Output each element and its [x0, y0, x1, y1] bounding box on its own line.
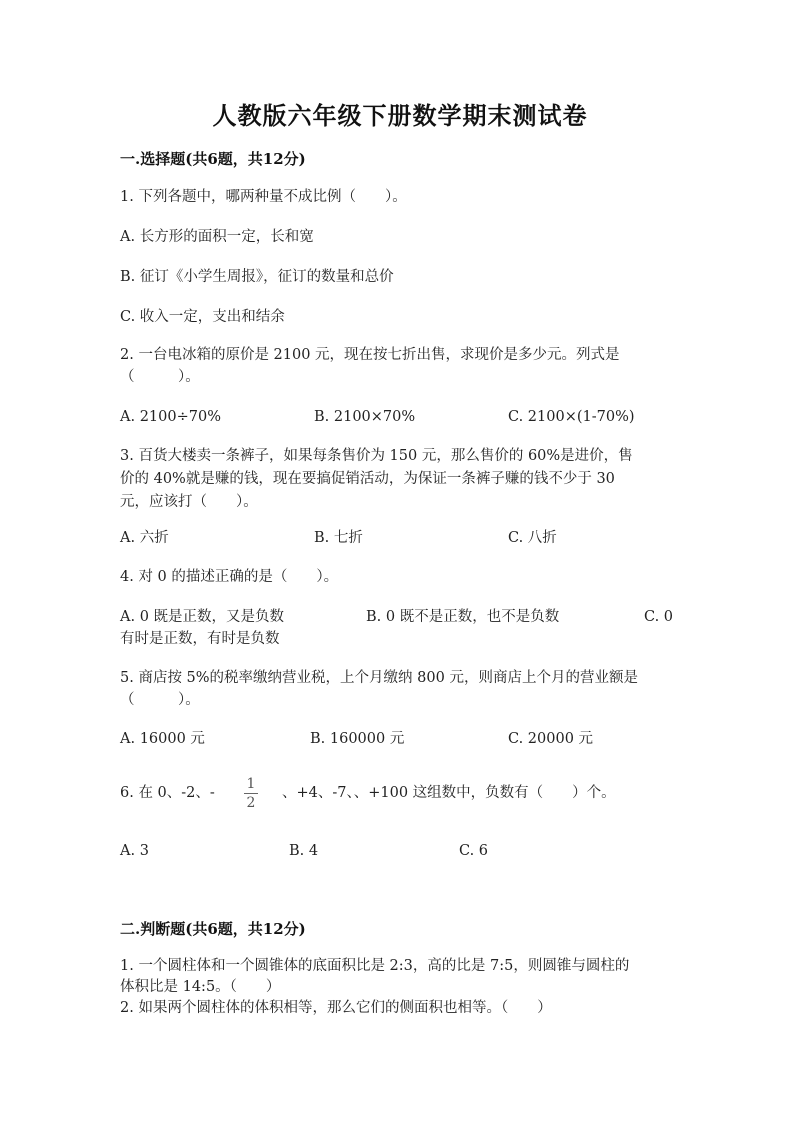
question-3-stem-line-2: 价的 40%就是赚的钱，现在要搞促销活动，为保证一条裤子赚的钱不少于 30: [120, 471, 615, 487]
fraction-one-half: [244, 776, 258, 811]
question-4-stem: 4. 对 0 的描述正确的是（ ）。: [120, 569, 339, 585]
question-2-stem-line-2: （ ）。: [120, 369, 200, 385]
judgement-1-line-2: 体积比是 14:5。（ ）: [120, 979, 281, 995]
judgement-2-line-1: 2. 如果两个圆柱体的体积相等，那么它们的侧面积也相等。（ ）: [120, 1000, 552, 1016]
question-6-option-a: A. 3: [120, 843, 149, 859]
question-6-stem-end: 、+4、-7、、+100 这组数中，负数有（ ）个。: [282, 785, 616, 801]
question-2-option-b: B. 2100×70%: [314, 409, 416, 425]
question-2-option-a: A. 2100÷70%: [120, 409, 221, 425]
fraction-bar: [244, 793, 258, 794]
question-4-option-c-continued: 有时是正数，有时是负数: [120, 631, 280, 647]
question-6-stem-start: 6. 在 0、-2、-: [120, 785, 215, 801]
question-1-option-c: C. 收入一定，支出和结余: [120, 309, 285, 325]
question-5-option-b: B. 160000 元: [310, 731, 405, 747]
fraction-numerator: 1: [246, 776, 256, 792]
question-4-option-a: A. 0 既是正数，又是负数: [120, 609, 285, 625]
question-1-option-b: B. 征订《小学生周报》，征订的数量和总价: [120, 269, 394, 285]
question-5-option-c: C. 20000 元: [508, 731, 594, 747]
question-1-stem: 1. 下列各题中，哪两种量不成比例（ ）。: [120, 189, 407, 205]
question-6-option-c: C. 6: [459, 843, 489, 859]
question-3-stem-line-1: 3. 百货大楼卖一条裤子，如果每条售价为 150 元，那么售价的 60%是进价，售: [120, 448, 633, 464]
question-6-option-b: B. 4: [289, 843, 319, 859]
question-4-option-c: C. 0: [644, 609, 674, 625]
question-5-stem-line-2: （ ）。: [120, 692, 200, 708]
section-heading-judgement: 二.判断题(共6题，共12分): [120, 920, 306, 938]
question-3-option-b: B. 七折: [314, 530, 363, 546]
question-3-option-c: C. 八折: [508, 530, 557, 546]
question-5-option-a: A. 16000 元: [120, 731, 205, 747]
section-heading-choice: 一.选择题(共6题，共12分): [120, 150, 306, 168]
question-3-option-a: A. 六折: [120, 530, 169, 546]
question-3-stem-line-3: 元，应该打（ ）。: [120, 494, 258, 510]
page-title: 人教版六年级下册数学期末测试卷: [212, 101, 588, 130]
question-1-option-a: A. 长方形的面积一定，长和宽: [120, 229, 314, 245]
judgement-1-line-1: 1. 一个圆柱体和一个圆锥体的底面积比是 2:3，高的比是 7:5，则圆锥与圆柱的: [120, 958, 630, 974]
fraction-denominator: 2: [246, 795, 256, 811]
question-2-option-c: C. 2100×(1-70%): [508, 409, 635, 425]
question-5-stem-line-1: 5. 商店按 5%的税率缴纳营业税，上个月缴纳 800 元，则商店上个月的营业额是: [120, 670, 638, 686]
question-4-option-b: B. 0 既不是正数，也不是负数: [366, 609, 560, 625]
question-2-stem-line-1: 2. 一台电冰箱的原价是 2100 元，现在按七折出售，求现价是多少元。列式是: [120, 347, 620, 363]
